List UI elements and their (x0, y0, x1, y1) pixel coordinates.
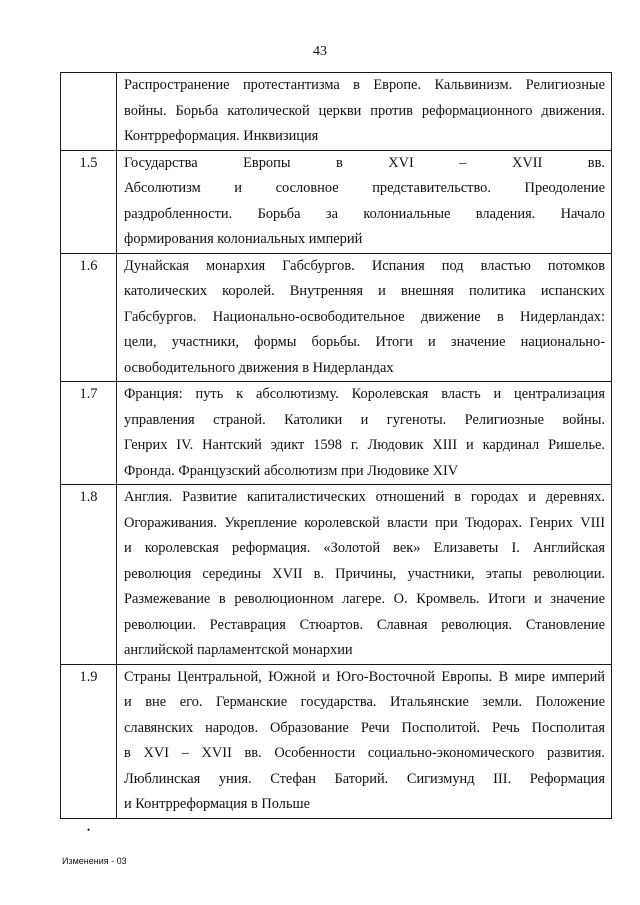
text-line: Фронда. Французский абсолютизм при Людовике XIV (124, 462, 459, 479)
text-line: управления страной. Католики и гугеноты. Религиозные войны. (124, 411, 605, 428)
text-line: католических королей. Внутренняя и внешняя политика испанских (124, 283, 605, 299)
text-line: Распространение протестантизма в Европе. Кальвинизм. Религиозные (124, 77, 605, 93)
table-row (61, 150, 612, 253)
text-line: славянских народов. Образование Речи Посполитой. Речь Посполитая (124, 719, 605, 736)
section-content (117, 664, 612, 818)
text-line: и Контрреформация в Польше (124, 796, 311, 812)
section-content (117, 150, 612, 253)
text-line: в XVI – XVII вв. Особенности социально-экономического развития. (124, 745, 605, 761)
text-line: Дунайская монархия Габсбургов. Испания под властью потомков (124, 257, 605, 274)
text-line: Размежевание в революционном лагере. О. Кромвель. Итоги и значение (124, 591, 605, 607)
text-line: войны. Борьба католической церкви против реформационного движения. (124, 102, 605, 119)
text-line: раздробленности. Борьба за колониальные владения. Начало (124, 205, 605, 222)
section-number (61, 73, 117, 151)
section-content (117, 253, 612, 382)
section-number: 1.6 (61, 253, 117, 382)
page-number: 43 (313, 44, 327, 59)
text-line: цели, участники, формы борьбы. Итоги и значение национально- (124, 334, 605, 350)
text-line: революция середины XVII в. Причины, участники, этапы революции. (124, 565, 605, 582)
table-row (61, 382, 612, 485)
text-line: освободительного движения в Нидерландах (124, 359, 394, 376)
text-line: Страны Центральной, Южной и Юго-Восточной Европы. В мире империй (124, 668, 605, 685)
table-body (61, 73, 612, 819)
text-line: Англия. Развитие капиталистических отношений в городах и деревнях. (124, 489, 605, 505)
text-line: Государства Европы в XVI – XVII вв. (124, 154, 605, 171)
text-line: формирования колониальных империй (124, 231, 363, 247)
section-number: 1.7 (61, 382, 117, 485)
section-number: 1.9 (61, 664, 117, 818)
section-content (117, 382, 612, 485)
table-row (61, 73, 612, 151)
text-line: Абсолютизм и сословное представительство. Преодоление (124, 180, 605, 196)
table-row (61, 253, 612, 382)
bullet-mark: • (87, 825, 91, 835)
text-line: Франция: путь к абсолютизму. Королевская власть и централизация (124, 386, 605, 402)
text-line: и вне его. Германские государства. Итальянские земли. Положение (124, 694, 605, 710)
text-line: Контрреформация. Инквизиция (124, 128, 319, 144)
section-number: 1.5 (61, 150, 117, 253)
text-line: Огораживания. Укрепление королевской власти при Тюдорах. Генрих VIII (124, 514, 605, 531)
text-line: Генрих IV. Нантский эдикт 1598 г. Людовик XIII и кардинал Ришелье. (124, 437, 605, 453)
text-line: и королевская реформация. «Золотой век» Елизаветы I. Английская (124, 540, 605, 556)
text-line: революции. Реставрация Стюартов. Славная революция. Становление (124, 616, 605, 633)
table-row (61, 485, 612, 665)
text-line: Люблинская уния. Стефан Баторий. Сигизмунд III. Реформация (124, 770, 605, 787)
section-content (117, 73, 612, 151)
text-line: Габсбургов. Национально-освободительное движение в Нидерландах: (124, 308, 605, 325)
revision-footer: Изменения - 03 (62, 856, 127, 866)
curriculum-table (60, 72, 612, 819)
table-row (61, 664, 612, 818)
section-content (117, 485, 612, 665)
text-line: английской парламентской монархии (124, 642, 353, 658)
section-number: 1.8 (61, 485, 117, 665)
